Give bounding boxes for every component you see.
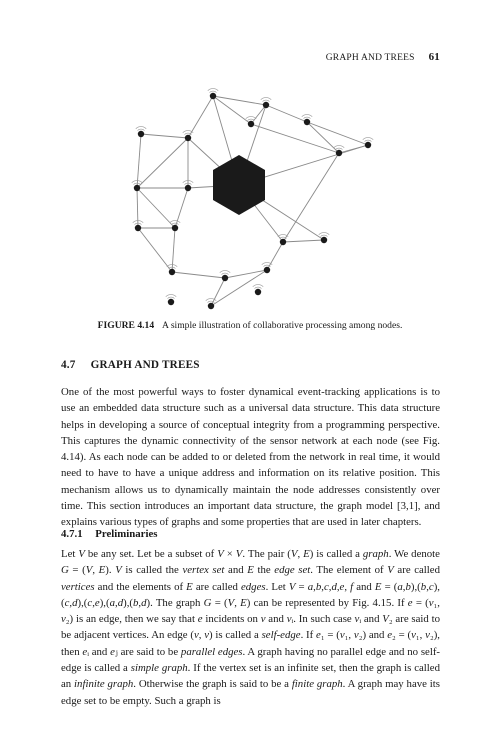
network-edge <box>137 138 188 188</box>
text-run: ) is called a <box>209 629 262 642</box>
text-run: . We denote <box>388 548 440 560</box>
signal-arc <box>222 273 229 274</box>
signal-arc <box>261 98 272 100</box>
subsection-title: Preliminaries <box>95 528 158 540</box>
math-italic-run: d <box>117 596 124 609</box>
text-run: ₁, <box>344 629 354 642</box>
math-italic-run: d <box>141 596 147 609</box>
math-italic-run: graph <box>362 548 389 560</box>
signal-arc <box>304 117 311 118</box>
preliminaries-paragraph <box>61 546 440 709</box>
text-run: ₂ = ( <box>392 629 412 642</box>
text-run: , <box>313 580 316 593</box>
math-italic-run: edge set <box>274 564 311 577</box>
math-italic-run: V <box>115 564 122 577</box>
text-run: . A graph having no parallel edge and no self-edge is called a <box>61 645 441 675</box>
text-run: . Otherwise the graph is said to be a <box>133 678 292 691</box>
network-edge <box>251 105 266 124</box>
math-italic-run: v <box>339 629 345 642</box>
math-italic-run: v <box>411 629 416 642</box>
text-run: , <box>198 629 205 642</box>
text-run: ᵢ and <box>87 645 111 658</box>
network-edge <box>266 105 307 122</box>
signal-arc <box>136 127 147 129</box>
math-italic-run: parallel edges <box>180 645 243 658</box>
math-italic-run: v <box>354 613 360 626</box>
math-italic-run: E <box>303 548 310 560</box>
text-run: ₂), then <box>61 629 440 658</box>
math-italic-run: V <box>387 564 394 577</box>
signal-arc <box>255 287 262 288</box>
math-italic-run: d <box>72 596 78 609</box>
signal-arc <box>138 129 145 130</box>
math-italic-run: E <box>240 596 247 609</box>
math-italic-run: G <box>61 564 69 577</box>
math-italic-run: v <box>61 613 66 626</box>
text-run: ),( <box>123 596 133 609</box>
running-head-title: GRAPH AND TREES <box>325 53 415 63</box>
text-run: and the elements of <box>94 580 187 593</box>
network-edge <box>138 228 172 272</box>
signal-arc <box>336 148 343 149</box>
text-run: and <box>224 564 248 577</box>
math-italic-run: V <box>235 548 243 560</box>
math-italic-run: V <box>78 548 85 560</box>
text-run: , <box>402 580 406 593</box>
math-italic-run: e <box>110 645 115 658</box>
math-italic-run: v <box>260 613 266 626</box>
text-run: , <box>92 564 99 577</box>
network-edge <box>172 272 225 278</box>
text-run: . A graph may have its edge set to be empty. Such a graph is <box>61 678 440 707</box>
math-italic-run: e <box>94 596 100 609</box>
text-run: , <box>234 596 241 609</box>
signal-arc <box>365 140 372 141</box>
math-italic-run: b <box>420 580 427 593</box>
math-italic-run: e <box>339 580 345 593</box>
text-run: = ( <box>412 596 429 609</box>
text-run: = ( <box>381 580 398 593</box>
math-italic-run: finite graph <box>291 678 343 691</box>
text-run: , <box>115 596 118 609</box>
network-edge <box>172 228 175 272</box>
text-run: , <box>426 580 429 593</box>
text-run: ). <box>105 564 116 577</box>
text-run: ₁ = ( <box>320 629 340 642</box>
math-italic-run: V <box>85 564 93 577</box>
math-italic-run: V <box>290 548 298 560</box>
network-edge <box>251 124 339 153</box>
text-run: ). The graph <box>146 596 204 609</box>
signal-arc <box>208 89 219 91</box>
math-italic-run: a <box>109 596 115 609</box>
math-italic-run: e <box>387 629 393 642</box>
text-run: , <box>138 596 142 609</box>
body-paragraph: One of the most powerful ways to foster dynamical event-tracking applications is to use an embedded data structure such as a universal data structure. This data structure helps in developing a source of conceptual integrity from a programming perspective. This captures the dynamic connectivity of the sensor network at each node (see Fig. 4.14). As each node can be added to or deleted from the network in real time, it would need to have to have a unique address and information on its relative position. This mechanism allows us to dynamically maintain the node addresses consistently over time. This section introduces an important data structure, the graph model [3,1], and explains various types of graphs and some properties that are used in later chapters. <box>61 386 440 529</box>
network-edge <box>175 188 188 228</box>
math-italic-run: V <box>217 548 224 560</box>
math-italic-run: a <box>307 580 314 593</box>
text-run: the <box>253 564 275 577</box>
text-run: ),( <box>99 596 110 609</box>
central-hub-hexagon <box>213 155 265 215</box>
network-edge <box>137 188 138 228</box>
math-italic-run: V <box>227 596 235 609</box>
math-italic-run: v <box>286 613 292 626</box>
text-run: ₁, <box>415 629 426 642</box>
network-edge <box>307 122 368 145</box>
figure-caption <box>60 320 440 331</box>
math-italic-run: e <box>197 613 203 626</box>
math-italic-run: G <box>203 596 212 609</box>
text-run: ₂) is an edge, then we say that <box>65 613 198 626</box>
text-run: × <box>223 548 236 560</box>
math-italic-run: V <box>382 613 389 626</box>
math-italic-run: v <box>204 629 210 642</box>
text-run: , <box>344 580 351 593</box>
math-italic-run: e <box>82 645 88 658</box>
signal-arc <box>220 271 231 273</box>
math-italic-run: infinite graph <box>74 678 134 691</box>
signal-arc <box>321 235 328 236</box>
sensor-node <box>208 89 219 100</box>
sensor-node <box>363 138 374 149</box>
text-run: = <box>295 580 308 593</box>
text-run: . If the vertex set is an infinite set, then the graph is called an <box>61 662 440 691</box>
section-number: 4.7 <box>61 359 76 371</box>
math-italic-run: d <box>331 580 337 593</box>
math-italic-run: E <box>374 580 382 593</box>
figure-caption-text: A simple illustration of collaborative processing among nodes. <box>162 320 403 331</box>
sensor-node <box>170 221 181 232</box>
math-italic-run: v <box>428 596 434 609</box>
text-run: . The pair ( <box>242 548 291 560</box>
math-italic-run: f <box>350 580 354 593</box>
text-run: and <box>265 613 287 626</box>
network-edge <box>213 96 266 105</box>
section-title: GRAPH AND TREES <box>90 359 200 371</box>
text-run: and <box>353 580 375 593</box>
text-run: ),( <box>410 580 421 593</box>
signal-arc <box>246 117 257 119</box>
text-run: = ( <box>211 596 228 609</box>
text-run: = ( <box>68 564 86 577</box>
text-run: , <box>328 580 332 593</box>
math-italic-run: b <box>405 580 411 593</box>
network-edge <box>307 122 339 153</box>
network-edge <box>283 240 324 242</box>
text-run: , <box>69 596 73 609</box>
network-edge <box>137 134 141 188</box>
text-run: , <box>92 596 95 609</box>
math-italic-run: V <box>288 580 296 593</box>
signal-arc <box>170 221 181 223</box>
page-number: 61 <box>428 51 440 63</box>
text-run: . If <box>300 629 317 642</box>
signal-arc <box>319 233 330 235</box>
subsection-heading <box>61 528 157 540</box>
math-italic-run: b <box>133 596 139 609</box>
sensor-node <box>220 271 231 282</box>
math-italic-run: a <box>397 580 403 593</box>
text-run: ⱼ are said to be <box>114 645 181 658</box>
text-run: are called <box>393 564 440 577</box>
math-italic-run: c <box>323 580 329 593</box>
network-figure <box>0 0 500 320</box>
math-italic-run: c <box>64 596 70 609</box>
signal-arc <box>172 223 179 224</box>
signal-arc <box>210 91 217 92</box>
subsection-number: 4.7.1 <box>61 528 83 540</box>
math-italic-run: self-edge <box>261 629 301 642</box>
math-italic-run: simple graph <box>130 662 188 675</box>
text-run: , <box>297 548 304 560</box>
text-run: ),( <box>77 596 88 609</box>
signal-arc <box>363 138 374 140</box>
math-italic-run: edges <box>240 580 266 593</box>
math-italic-run: v <box>353 629 359 642</box>
text-run: incidents on <box>202 613 261 626</box>
text-run: is called the <box>121 564 183 577</box>
text-run: ) is called a <box>309 548 363 560</box>
signal-arc <box>253 285 264 287</box>
text-run: ᵢ. In such case <box>291 613 355 626</box>
text-run: ₂) and <box>358 629 388 642</box>
section-heading <box>61 359 200 371</box>
text-run: are called <box>192 580 241 593</box>
math-italic-run: vertices <box>61 580 95 593</box>
signal-arc <box>166 295 177 297</box>
math-italic-run: e <box>316 629 321 642</box>
text-run: ᵢ and <box>359 613 383 626</box>
text-run: be any set. Let be a subset of <box>84 548 218 560</box>
text-run: . Let <box>265 580 289 593</box>
signal-arc <box>263 100 270 101</box>
math-italic-run: v <box>193 629 199 642</box>
signal-arc <box>334 146 345 148</box>
sensor-node <box>136 127 147 138</box>
text-run: ₂ are said to be adjacent vertices. An edge ( <box>61 613 440 642</box>
signal-arc <box>168 297 175 298</box>
network-edge <box>283 153 339 242</box>
text-run: Let <box>61 548 79 560</box>
sensor-node <box>166 295 177 306</box>
math-italic-run: E <box>247 564 254 577</box>
text-run: , <box>321 580 324 593</box>
math-italic-run: b <box>315 580 322 593</box>
text-run: ₁, <box>433 596 440 609</box>
figure-label: FIGURE 4.14 <box>97 320 155 331</box>
math-italic-run: E <box>186 580 193 593</box>
text-run: , <box>336 580 340 593</box>
sensor-node <box>253 285 264 296</box>
math-italic-run: e <box>407 596 413 609</box>
text-run: ),( <box>61 580 440 609</box>
text-run: . The element of <box>310 564 388 577</box>
math-italic-run: c <box>428 580 434 593</box>
math-italic-run: c <box>87 596 93 609</box>
math-italic-run: v <box>425 629 430 642</box>
text-run: ) can be represented by Fig. 4.15. If <box>246 596 408 609</box>
sensor-node <box>334 146 345 157</box>
math-italic-run: vertex set <box>182 564 225 577</box>
network-edge <box>141 134 188 138</box>
network-edge <box>213 96 251 124</box>
math-italic-run: E <box>98 564 106 577</box>
signal-arc <box>302 115 313 117</box>
